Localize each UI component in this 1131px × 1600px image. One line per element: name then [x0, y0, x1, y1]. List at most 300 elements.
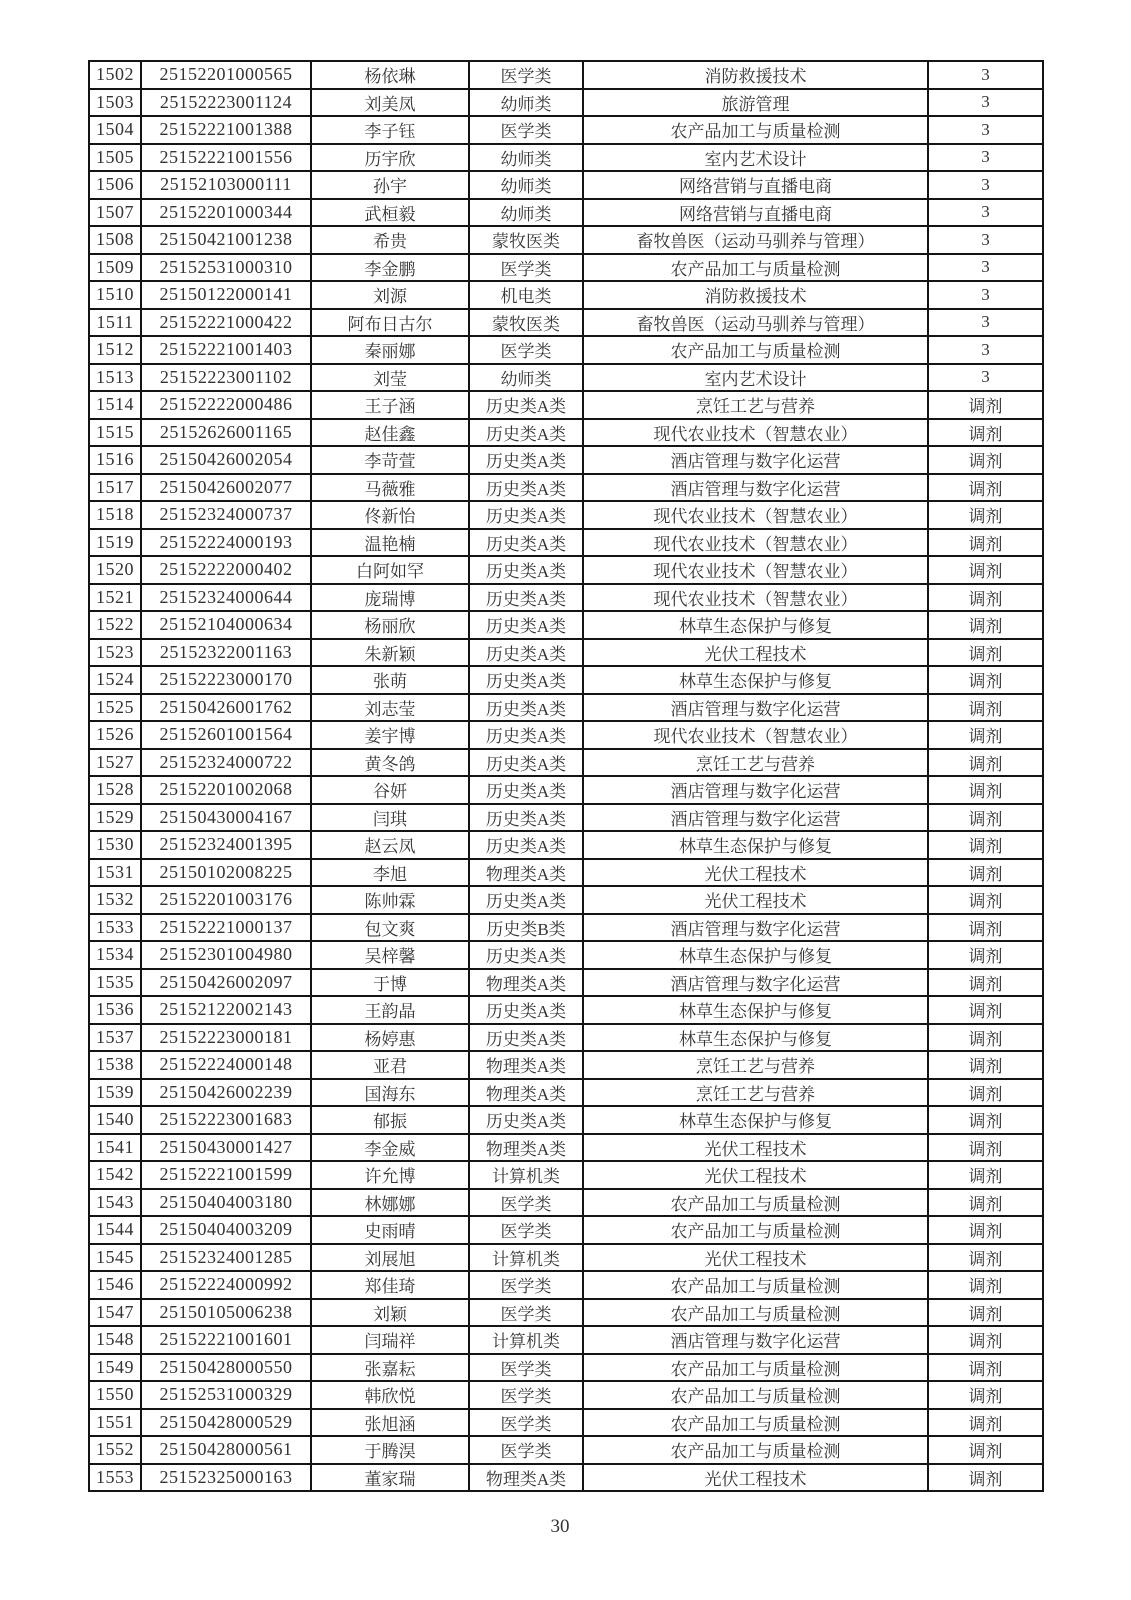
- cell-category: 蒙牧医类: [469, 309, 583, 337]
- table-row: [89, 144, 1043, 172]
- cell-quota: 调剂: [928, 556, 1043, 584]
- cell-name: 李苛萱: [311, 446, 469, 474]
- cell-major: 网络营销与直播电商: [583, 199, 928, 227]
- cell-major: 光伏工程技术: [583, 1464, 928, 1492]
- cell-seq: 1536: [89, 996, 141, 1024]
- cell-category: 幼师类: [469, 199, 583, 227]
- cell-major: 光伏工程技术: [583, 1244, 928, 1272]
- cell-id: 25152626001165: [141, 419, 311, 447]
- cell-name: 于腾淏: [311, 1436, 469, 1464]
- cell-seq: 1534: [89, 941, 141, 969]
- cell-quota: 调剂: [928, 1161, 1043, 1189]
- cell-seq: 1528: [89, 776, 141, 804]
- cell-category: 医学类: [469, 254, 583, 282]
- cell-category: 历史类A类: [469, 804, 583, 832]
- cell-category: 历史类A类: [469, 1024, 583, 1052]
- cell-quota: 3: [928, 281, 1043, 309]
- cell-category: 幼师类: [469, 364, 583, 392]
- cell-seq: 1552: [89, 1436, 141, 1464]
- table-row: [89, 391, 1043, 419]
- cell-quota: 调剂: [928, 776, 1043, 804]
- cell-category: 医学类: [469, 1189, 583, 1217]
- table-row: [89, 171, 1043, 199]
- cell-quota: 调剂: [928, 969, 1043, 997]
- cell-major: 烹饪工艺与营养: [583, 391, 928, 419]
- cell-id: 25152324001395: [141, 831, 311, 859]
- cell-seq: 1539: [89, 1079, 141, 1107]
- cell-name: 李金威: [311, 1134, 469, 1162]
- cell-category: 幼师类: [469, 171, 583, 199]
- table-row: [89, 721, 1043, 749]
- cell-category: 物理类A类: [469, 969, 583, 997]
- table-row: [89, 1134, 1043, 1162]
- cell-name: 谷妍: [311, 776, 469, 804]
- cell-id: 25152223000181: [141, 1024, 311, 1052]
- cell-id: 25150428000529: [141, 1409, 311, 1437]
- table-row: [89, 419, 1043, 447]
- cell-quota: 调剂: [928, 639, 1043, 667]
- cell-id: 25152531000329: [141, 1381, 311, 1409]
- cell-name: 郑佳琦: [311, 1271, 469, 1299]
- cell-seq: 1507: [89, 199, 141, 227]
- cell-category: 历史类A类: [469, 694, 583, 722]
- cell-id: 25152324000722: [141, 749, 311, 777]
- table-row: [89, 199, 1043, 227]
- cell-seq: 1550: [89, 1381, 141, 1409]
- cell-quota: 调剂: [928, 1106, 1043, 1134]
- table-row: [89, 501, 1043, 529]
- cell-name: 史雨晴: [311, 1216, 469, 1244]
- cell-id: 25150105006238: [141, 1299, 311, 1327]
- cell-category: 历史类A类: [469, 1106, 583, 1134]
- cell-quota: 调剂: [928, 584, 1043, 612]
- cell-seq: 1513: [89, 364, 141, 392]
- roster-table: [88, 60, 1044, 1492]
- cell-category: 医学类: [469, 1354, 583, 1382]
- cell-seq: 1548: [89, 1326, 141, 1354]
- cell-id: 25152223001124: [141, 89, 311, 117]
- cell-major: 农产品加工与质量检测: [583, 1409, 928, 1437]
- table-row: [89, 969, 1043, 997]
- cell-id: 25150428000561: [141, 1436, 311, 1464]
- cell-name: 董家瑞: [311, 1464, 469, 1492]
- table-row: [89, 1436, 1043, 1464]
- cell-id: 25152531000310: [141, 254, 311, 282]
- cell-seq: 1515: [89, 419, 141, 447]
- cell-major: 网络营销与直播电商: [583, 171, 928, 199]
- cell-quota: 调剂: [928, 996, 1043, 1024]
- cell-seq: 1530: [89, 831, 141, 859]
- table-row: [89, 281, 1043, 309]
- cell-seq: 1524: [89, 666, 141, 694]
- cell-name: 秦丽娜: [311, 336, 469, 364]
- cell-name: 刘颖: [311, 1299, 469, 1327]
- table-row: [89, 309, 1043, 337]
- table-row: [89, 364, 1043, 392]
- cell-name: 刘展旭: [311, 1244, 469, 1272]
- cell-major: 林草生态保护与修复: [583, 996, 928, 1024]
- cell-seq: 1511: [89, 309, 141, 337]
- cell-category: 历史类A类: [469, 996, 583, 1024]
- table-row: [89, 694, 1043, 722]
- cell-id: 25152325000163: [141, 1464, 311, 1492]
- cell-name: 林娜娜: [311, 1189, 469, 1217]
- cell-category: 历史类A类: [469, 529, 583, 557]
- cell-major: 现代农业技术（智慧农业）: [583, 721, 928, 749]
- cell-major: 酒店管理与数字化运营: [583, 776, 928, 804]
- cell-category: 历史类A类: [469, 666, 583, 694]
- cell-quota: 3: [928, 336, 1043, 364]
- cell-id: 25150430001427: [141, 1134, 311, 1162]
- cell-major: 农产品加工与质量检测: [583, 1216, 928, 1244]
- cell-category: 历史类A类: [469, 749, 583, 777]
- cell-name: 马薇雅: [311, 474, 469, 502]
- cell-seq: 1543: [89, 1189, 141, 1217]
- cell-quota: 调剂: [928, 446, 1043, 474]
- cell-id: 25152324001285: [141, 1244, 311, 1272]
- cell-id: 25152104000634: [141, 611, 311, 639]
- cell-major: 光伏工程技术: [583, 859, 928, 887]
- cell-name: 王韵晶: [311, 996, 469, 1024]
- cell-major: 酒店管理与数字化运营: [583, 804, 928, 832]
- cell-seq: 1509: [89, 254, 141, 282]
- cell-category: 历史类A类: [469, 886, 583, 914]
- cell-quota: 调剂: [928, 914, 1043, 942]
- table-row: [89, 1244, 1043, 1272]
- cell-seq: 1520: [89, 556, 141, 584]
- cell-name: 韩欣悦: [311, 1381, 469, 1409]
- cell-major: 烹饪工艺与营养: [583, 749, 928, 777]
- cell-id: 25150404003209: [141, 1216, 311, 1244]
- cell-name: 历宇欣: [311, 144, 469, 172]
- table-row: [89, 61, 1043, 89]
- cell-quota: 3: [928, 199, 1043, 227]
- cell-seq: 1547: [89, 1299, 141, 1327]
- cell-name: 闫瑞祥: [311, 1326, 469, 1354]
- cell-category: 历史类A类: [469, 446, 583, 474]
- cell-category: 医学类: [469, 336, 583, 364]
- cell-quota: 调剂: [928, 529, 1043, 557]
- cell-category: 幼师类: [469, 144, 583, 172]
- cell-category: 医学类: [469, 1216, 583, 1244]
- cell-id: 25150102008225: [141, 859, 311, 887]
- cell-seq: 1503: [89, 89, 141, 117]
- cell-name: 张嘉耘: [311, 1354, 469, 1382]
- cell-quota: 调剂: [928, 501, 1043, 529]
- cell-seq: 1521: [89, 584, 141, 612]
- cell-seq: 1523: [89, 639, 141, 667]
- cell-quota: 3: [928, 89, 1043, 117]
- cell-category: 历史类B类: [469, 914, 583, 942]
- cell-quota: 3: [928, 171, 1043, 199]
- cell-id: 25152201000565: [141, 61, 311, 89]
- cell-seq: 1546: [89, 1271, 141, 1299]
- table-row: [89, 89, 1043, 117]
- cell-id: 25152221001403: [141, 336, 311, 364]
- cell-id: 25152201000344: [141, 199, 311, 227]
- cell-seq: 1529: [89, 804, 141, 832]
- table-row: [89, 1271, 1043, 1299]
- cell-major: 林草生态保护与修复: [583, 1024, 928, 1052]
- cell-quota: 调剂: [928, 1271, 1043, 1299]
- cell-category: 蒙牧医类: [469, 226, 583, 254]
- cell-id: 25152103000111: [141, 171, 311, 199]
- cell-id: 25152322001163: [141, 639, 311, 667]
- table-row: [89, 941, 1043, 969]
- cell-quota: 调剂: [928, 941, 1043, 969]
- cell-major: 农产品加工与质量检测: [583, 1271, 928, 1299]
- cell-category: 医学类: [469, 61, 583, 89]
- page-number: 30: [550, 1516, 570, 1537]
- cell-major: 林草生态保护与修复: [583, 611, 928, 639]
- cell-name: 张萌: [311, 666, 469, 694]
- cell-category: 医学类: [469, 116, 583, 144]
- cell-category: 计算机类: [469, 1161, 583, 1189]
- cell-quota: 调剂: [928, 694, 1043, 722]
- cell-quota: 调剂: [928, 611, 1043, 639]
- cell-category: 物理类A类: [469, 859, 583, 887]
- table-row: [89, 1161, 1043, 1189]
- table-row: [89, 611, 1043, 639]
- cell-major: 现代农业技术（智慧农业）: [583, 584, 928, 612]
- cell-category: 医学类: [469, 1299, 583, 1327]
- cell-seq: 1519: [89, 529, 141, 557]
- cell-seq: 1526: [89, 721, 141, 749]
- cell-seq: 1510: [89, 281, 141, 309]
- cell-id: 25152201002068: [141, 776, 311, 804]
- cell-quota: 调剂: [928, 886, 1043, 914]
- cell-major: 光伏工程技术: [583, 886, 928, 914]
- cell-major: 酒店管理与数字化运营: [583, 446, 928, 474]
- cell-quota: 3: [928, 144, 1043, 172]
- cell-category: 历史类A类: [469, 501, 583, 529]
- cell-id: 25152221001601: [141, 1326, 311, 1354]
- cell-quota: 调剂: [928, 1409, 1043, 1437]
- cell-major: 酒店管理与数字化运营: [583, 969, 928, 997]
- cell-seq: 1508: [89, 226, 141, 254]
- cell-name: 陈帅霖: [311, 886, 469, 914]
- cell-id: 25152221001599: [141, 1161, 311, 1189]
- table-row: [89, 1216, 1043, 1244]
- table-row: [89, 336, 1043, 364]
- table-row: [89, 831, 1043, 859]
- cell-id: 25152221001388: [141, 116, 311, 144]
- cell-id: 25150426002077: [141, 474, 311, 502]
- cell-category: 计算机类: [469, 1244, 583, 1272]
- cell-major: 农产品加工与质量检测: [583, 116, 928, 144]
- table-row: [89, 1409, 1043, 1437]
- cell-quota: 调剂: [928, 419, 1043, 447]
- cell-major: 室内艺术设计: [583, 364, 928, 392]
- cell-major: 光伏工程技术: [583, 1134, 928, 1162]
- cell-name: 国海东: [311, 1079, 469, 1107]
- cell-id: 25152221000422: [141, 309, 311, 337]
- cell-major: 林草生态保护与修复: [583, 831, 928, 859]
- cell-seq: 1517: [89, 474, 141, 502]
- cell-quota: 调剂: [928, 1079, 1043, 1107]
- cell-name: 希贵: [311, 226, 469, 254]
- cell-major: 酒店管理与数字化运营: [583, 474, 928, 502]
- cell-major: 现代农业技术（智慧农业）: [583, 501, 928, 529]
- table-row: [89, 1381, 1043, 1409]
- cell-seq: 1537: [89, 1024, 141, 1052]
- table-row: [89, 1051, 1043, 1079]
- cell-name: 刘志莹: [311, 694, 469, 722]
- table-row: [89, 859, 1043, 887]
- cell-seq: 1538: [89, 1051, 141, 1079]
- cell-name: 白阿如罕: [311, 556, 469, 584]
- cell-id: 25152223001102: [141, 364, 311, 392]
- cell-category: 医学类: [469, 1409, 583, 1437]
- cell-category: 历史类A类: [469, 639, 583, 667]
- cell-quota: 调剂: [928, 1326, 1043, 1354]
- table-row: [89, 116, 1043, 144]
- cell-name: 刘莹: [311, 364, 469, 392]
- cell-quota: 调剂: [928, 474, 1043, 502]
- cell-quota: 调剂: [928, 391, 1043, 419]
- cell-id: 25152122002143: [141, 996, 311, 1024]
- cell-category: 历史类A类: [469, 776, 583, 804]
- cell-id: 25152201003176: [141, 886, 311, 914]
- cell-major: 现代农业技术（智慧农业）: [583, 556, 928, 584]
- table-row: [89, 1024, 1043, 1052]
- cell-name: 李旭: [311, 859, 469, 887]
- cell-id: 25152221000137: [141, 914, 311, 942]
- cell-quota: 3: [928, 309, 1043, 337]
- cell-quota: 调剂: [928, 1216, 1043, 1244]
- cell-category: 历史类A类: [469, 721, 583, 749]
- cell-name: 杨依琳: [311, 61, 469, 89]
- cell-seq: 1514: [89, 391, 141, 419]
- cell-name: 黄冬鸽: [311, 749, 469, 777]
- cell-seq: 1551: [89, 1409, 141, 1437]
- cell-name: 刘美凤: [311, 89, 469, 117]
- cell-quota: 3: [928, 61, 1043, 89]
- cell-id: 25152324000644: [141, 584, 311, 612]
- cell-seq: 1532: [89, 886, 141, 914]
- cell-category: 历史类A类: [469, 584, 583, 612]
- cell-major: 农产品加工与质量检测: [583, 1354, 928, 1382]
- cell-id: 25152324000737: [141, 501, 311, 529]
- cell-quota: 调剂: [928, 831, 1043, 859]
- cell-id: 25152224000193: [141, 529, 311, 557]
- cell-category: 机电类: [469, 281, 583, 309]
- cell-category: 医学类: [469, 1436, 583, 1464]
- cell-id: 25152601001564: [141, 721, 311, 749]
- cell-quota: 3: [928, 364, 1043, 392]
- cell-name: 孙宇: [311, 171, 469, 199]
- cell-quota: 调剂: [928, 749, 1043, 777]
- cell-name: 佟新怡: [311, 501, 469, 529]
- cell-quota: 3: [928, 226, 1043, 254]
- cell-major: 酒店管理与数字化运营: [583, 914, 928, 942]
- cell-category: 物理类A类: [469, 1134, 583, 1162]
- cell-seq: 1531: [89, 859, 141, 887]
- cell-major: 旅游管理: [583, 89, 928, 117]
- cell-major: 畜牧兽医（运动马驯养与管理）: [583, 309, 928, 337]
- cell-quota: 3: [928, 116, 1043, 144]
- cell-name: 武桓毅: [311, 199, 469, 227]
- cell-seq: 1540: [89, 1106, 141, 1134]
- cell-category: 历史类A类: [469, 611, 583, 639]
- cell-quota: 调剂: [928, 804, 1043, 832]
- cell-id: 25150426001762: [141, 694, 311, 722]
- cell-name: 李金鹏: [311, 254, 469, 282]
- cell-major: 农产品加工与质量检测: [583, 336, 928, 364]
- cell-major: 农产品加工与质量检测: [583, 1381, 928, 1409]
- cell-major: 酒店管理与数字化运营: [583, 1326, 928, 1354]
- cell-seq: 1506: [89, 171, 141, 199]
- table-row: [89, 804, 1043, 832]
- table-row: [89, 914, 1043, 942]
- cell-name: 张旭涵: [311, 1409, 469, 1437]
- cell-category: 历史类A类: [469, 419, 583, 447]
- cell-category: 医学类: [469, 1381, 583, 1409]
- cell-quota: 调剂: [928, 721, 1043, 749]
- cell-name: 刘源: [311, 281, 469, 309]
- cell-name: 赵佳鑫: [311, 419, 469, 447]
- cell-major: 农产品加工与质量检测: [583, 254, 928, 282]
- cell-major: 农产品加工与质量检测: [583, 1189, 928, 1217]
- cell-name: 闫琪: [311, 804, 469, 832]
- cell-name: 包文爽: [311, 914, 469, 942]
- cell-seq: 1516: [89, 446, 141, 474]
- cell-seq: 1527: [89, 749, 141, 777]
- cell-seq: 1502: [89, 61, 141, 89]
- cell-major: 烹饪工艺与营养: [583, 1079, 928, 1107]
- cell-name: 温艳楠: [311, 529, 469, 557]
- cell-name: 杨丽欣: [311, 611, 469, 639]
- cell-category: 计算机类: [469, 1326, 583, 1354]
- cell-major: 农产品加工与质量检测: [583, 1299, 928, 1327]
- cell-seq: 1533: [89, 914, 141, 942]
- table-row: [89, 1354, 1043, 1382]
- cell-name: 王子涵: [311, 391, 469, 419]
- cell-seq: 1505: [89, 144, 141, 172]
- table-row: [89, 776, 1043, 804]
- cell-name: 吴梓馨: [311, 941, 469, 969]
- cell-name: 朱新颖: [311, 639, 469, 667]
- table-row: [89, 254, 1043, 282]
- table-row: [89, 474, 1043, 502]
- cell-id: 25152222000402: [141, 556, 311, 584]
- cell-name: 姜宇博: [311, 721, 469, 749]
- cell-seq: 1545: [89, 1244, 141, 1272]
- cell-category: 物理类A类: [469, 1079, 583, 1107]
- table-row: [89, 529, 1043, 557]
- cell-seq: 1504: [89, 116, 141, 144]
- cell-major: 光伏工程技术: [583, 639, 928, 667]
- cell-seq: 1522: [89, 611, 141, 639]
- cell-quota: 调剂: [928, 1464, 1043, 1492]
- table-row: [89, 1189, 1043, 1217]
- cell-quota: 调剂: [928, 1354, 1043, 1382]
- cell-major: 现代农业技术（智慧农业）: [583, 419, 928, 447]
- cell-id: 25150430004167: [141, 804, 311, 832]
- cell-seq: 1525: [89, 694, 141, 722]
- cell-id: 25150122000141: [141, 281, 311, 309]
- cell-id: 25150404003180: [141, 1189, 311, 1217]
- cell-category: 幼师类: [469, 89, 583, 117]
- table-row: [89, 886, 1043, 914]
- cell-quota: 调剂: [928, 666, 1043, 694]
- cell-id: 25152223001683: [141, 1106, 311, 1134]
- table-row: [89, 749, 1043, 777]
- cell-name: 李子钰: [311, 116, 469, 144]
- cell-category: 物理类A类: [469, 1464, 583, 1492]
- cell-quota: 调剂: [928, 1051, 1043, 1079]
- cell-id: 25152223000170: [141, 666, 311, 694]
